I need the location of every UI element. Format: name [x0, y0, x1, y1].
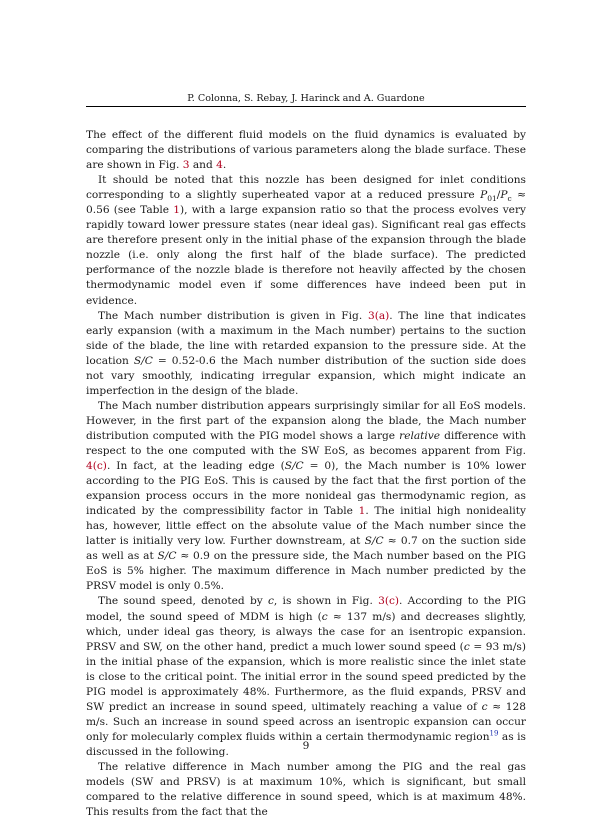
- page-number: 9: [302, 740, 310, 752]
- text-run: P: [480, 189, 488, 202]
- text-run: , is shown in Fig.: [273, 595, 379, 608]
- text-run: ≈ 0.56 (see Table: [86, 189, 527, 217]
- text-run: c: [267, 595, 274, 608]
- text-run: . The initial high nonideality has, however, little effect on the absolute value of the Mach number since the latter is initially very low. Further downstream, at: [86, 505, 526, 548]
- text-run: c: [463, 640, 470, 653]
- text-run: c: [507, 194, 512, 204]
- text-run: S/C: [284, 460, 304, 473]
- text-run: = 0.52-0.6 the Mach number distribution of the suction side does not vary smoothly, indicating irregular expansion, which might indicate an imperfection in the design of the blade.: [86, 354, 527, 397]
- text-run: ≈ 128 m/s. Such an increase in sound speed across an isentropic expansion can occur only for molecularly complex fluids within a certain thermodynamic region: [86, 700, 526, 743]
- text-run: as is discussed in the following.: [86, 730, 526, 758]
- body-text: [86, 128, 526, 820]
- text-run: The relative difference in Mach number among the PIG and the real gas models (SW and PRSV) is at maximum 10%, which is significant, but small compared to the relative difference in sound speed, which is at maximum 48%. This results from the fact that the: [86, 760, 526, 819]
- text-run: c: [321, 610, 328, 623]
- cross-reference-link[interactable]: 4(c): [86, 460, 107, 473]
- text-run: ≈ 137 m/s) and decreases slightly, which, under ideal gas theory, is always the case for an isentropic expansion. PRSV and SW, on the other hand, predict a much lower sound speed (: [86, 610, 526, 653]
- text-run: ≈ 0.7 on the suction side as well as at: [86, 535, 526, 563]
- text-run: The effect of the different fluid models on the fluid dynamics is evaluated by comparing the distributions of various parameters along the blade surface. These are shown in Fig.: [86, 129, 526, 172]
- text-run: difference with respect to the one computed with the SW EoS, as becomes apparent from Fig.: [86, 429, 526, 457]
- text-run: c: [481, 700, 488, 713]
- text-run: ), with a large expansion ratio so that the process evolves very rapidly toward lower pressure states (near ideal gas). Significant real gas effects are therefore present only in the initial phase of the expansion through the blade nozzle (i.e. only along the first half of the blade surface). The predicted performance of the nozzle blade is therefore not heavily affected by the chosen thermodynamic model even if some differences have indeed been put in evidence.: [86, 204, 526, 307]
- text-run: . In fact, at the leading edge (: [106, 460, 285, 473]
- running-header: P. Colonna, S. Rebay, J. Harinck and A. Guardone: [187, 93, 425, 104]
- text-run: = 93 m/s) in the initial phase of the expansion, which is more realistic since the inlet state is close to the critical point. The initial error in the sound speed predicted by the PIG model is approximately 48%. Furthermore, as the fluid expands, PRSV and SW predict an increase in sound speed, ultimately reaching a value of: [86, 640, 526, 713]
- text-run: ≈ 0.9 on the pressure side, the Mach number based on the PIG EoS is 5% higher. The maximum difference in Mach number predicted by the PRSV model is only 0.5%.: [86, 550, 526, 593]
- paragraph: [86, 399, 526, 595]
- header-rule: [86, 106, 526, 107]
- text-run: . According to the PIG model, the sound speed of MDM is high (: [86, 595, 526, 623]
- text-run: S/C: [157, 550, 177, 563]
- citation-link[interactable]: 19: [489, 729, 499, 738]
- paragraph: [86, 760, 526, 820]
- cross-reference-link[interactable]: 3(a): [367, 309, 390, 322]
- text-run: S/C: [364, 535, 384, 548]
- text-run: .: [222, 159, 227, 172]
- text-run: The Mach number distribution is given in Fig.: [98, 309, 368, 322]
- text-run: relative: [399, 429, 441, 442]
- text-run: 01: [487, 194, 497, 204]
- text-run: . The line that indicates early expansion (with a maximum in the Mach number) pertains to the suction side of the blade, the line with retarded expansion to the pressure side. At the location: [86, 309, 526, 367]
- cross-reference-link[interactable]: 4: [216, 159, 223, 172]
- text-run: P: [500, 189, 508, 202]
- cross-reference-link[interactable]: 3: [182, 159, 190, 172]
- cross-reference-link[interactable]: 1: [173, 204, 181, 217]
- paragraph: [86, 173, 526, 308]
- paragraph: [86, 128, 526, 173]
- text-run: The sound speed, denoted by: [98, 595, 268, 608]
- text-run: S/C: [133, 354, 153, 367]
- paragraph: [86, 309, 526, 399]
- text-run: and: [189, 159, 217, 172]
- text-run: = 0), the Mach number is 10% lower according to the PIG EoS. This is caused by the fact that the first portion of the expansion process occurs in the more nonideal gas thermodynamic region, as indicated by the compressibility factor in Table: [86, 460, 526, 518]
- cross-reference-link[interactable]: 1: [358, 505, 366, 518]
- cross-reference-link[interactable]: 3(c): [378, 595, 400, 608]
- text-run: The Mach number distribution appears surprisingly similar for all EoS models. However, in the first part of the expansion along the blade, the Mach number distribution computed with the PIG model shows a large: [86, 399, 526, 442]
- text-run: /: [496, 189, 501, 202]
- paragraph: [86, 594, 526, 760]
- text-run: It should be noted that this nozzle has been designed for inlet conditions corresponding to a slightly superheated vapor at a reduced pressure: [86, 174, 526, 202]
